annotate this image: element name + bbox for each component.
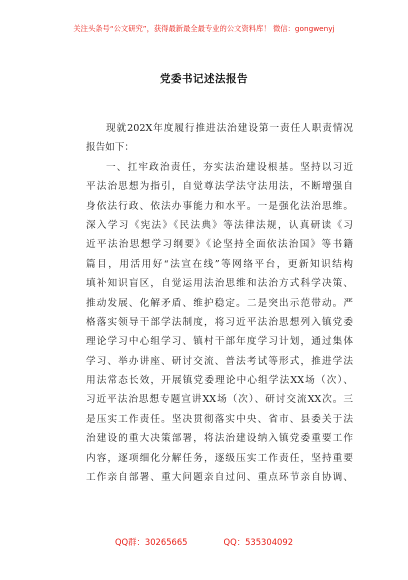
body-line: 用法常态长效，开展镇党委理论中心组学法XX场（次）、 <box>86 375 353 387</box>
document-title: 党委书记述法报告 <box>160 73 248 85</box>
body-line: 推动发展、化解矛盾、维护稳定。二是突出示范带动。严 <box>86 297 353 309</box>
header-banner: 关注头条号“公文研究”，获得最新最全最专业的公文资料库！ 微信：gongwenyj <box>73 24 335 33</box>
body-line: 格落实领导干部学法制度，将习近平法治思想列入镇党委 <box>86 316 353 328</box>
body-line: 报告如下： <box>86 142 134 154</box>
body-line: 现就202X年度履行推进法治建设第一责任人职责情况 <box>106 123 353 134</box>
body-line: 内容，逐项细化分解任务，逐级压实工作责任，坚持重要 <box>86 452 353 464</box>
body-line: 学习、举办讲座、研讨交流、普法考试等形式，推进学法 <box>86 355 353 367</box>
body-line: 近平法治思想学习纲要》《论坚持全面依法治国》等书籍 <box>86 239 353 251</box>
body-line: 平法治思想为指引，自觉尊法学法守法用法，不断增强自 <box>86 181 353 193</box>
body-line: 深入学习《宪法》《民法典》等法律法规，认真研读《习 <box>86 219 353 231</box>
body-line: 身依法行政、依法办事能力和水平。一是强化法治思维。 <box>86 200 353 212</box>
footer-qq-group: QQ群：30265665 <box>114 537 188 547</box>
body-line: 是压实工作责任。坚决贯彻落实中央、省市、县委关于法 <box>86 413 353 425</box>
body-line: 理论学习中心组学习、镇村干部年度学习计划，通过集体 <box>86 336 353 348</box>
footer-contact <box>0 536 408 548</box>
body-line: 篇目，用活用好“法宣在线”等网络平台，更新知识结构 <box>86 258 353 270</box>
document-body <box>86 119 353 487</box>
body-line: 填补知识盲区，自觉运用法治思维和法治方式科学决策、 <box>86 278 353 290</box>
footer-qq-number: QQ：535304092 <box>223 537 294 547</box>
body-line: 习近平法治思想专题宣讲XX场（次）、研讨交流XX次。三 <box>86 394 353 406</box>
body-line: 工作亲自部署、重大问题亲自过问、重点环节亲自协调、 <box>86 472 353 484</box>
body-line: 治建设的重大决策部署，将法治建设纳入镇党委重要工作 <box>86 433 353 445</box>
body-line: 一、扛牢政治责任，夯实法治建设根基。坚持以习近 <box>106 161 353 173</box>
